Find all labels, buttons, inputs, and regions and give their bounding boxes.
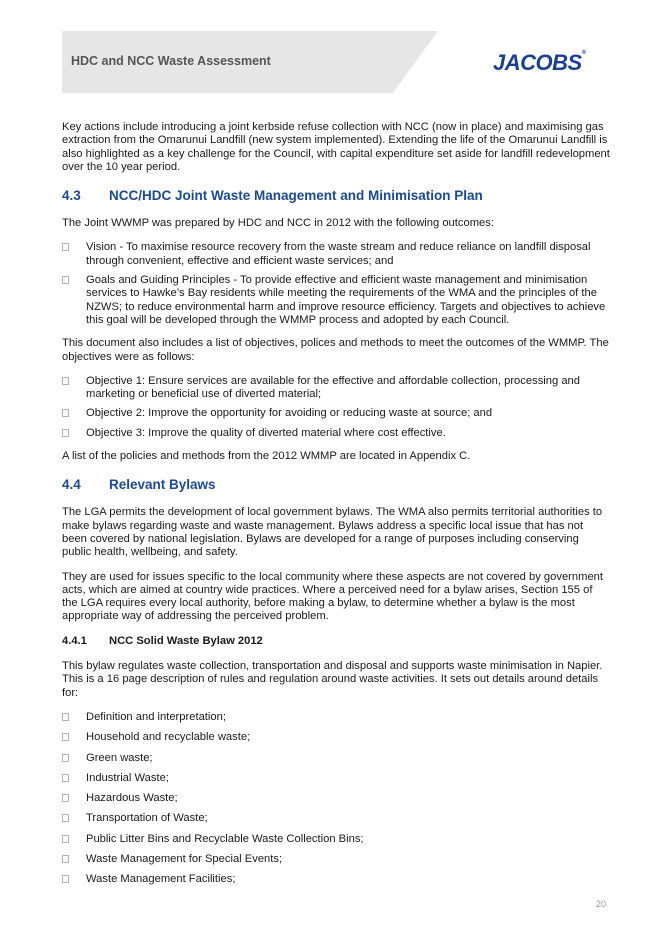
list-item: Industrial Waste; — [62, 772, 610, 785]
bylaws-paragraph-2: They are used for issues specific to the local community where these aspects are not covered by government acts, which are aimed at country wide practices. Where a perceived need for a bylaw arises, Section 155 of the LGA requires every local authority, before making a bylaw, to determine whether a bylaw is the most appropriate way of addressing the perceived problem. — [62, 570, 603, 623]
section-heading-4-4 — [62, 477, 610, 493]
outcomes-list — [62, 241, 610, 327]
list-item: Household and recyclable waste; — [62, 731, 610, 744]
bullet-box-icon — [62, 733, 69, 741]
bullet-box-icon — [62, 875, 69, 883]
list-item: Waste Management Facilities; — [62, 873, 610, 886]
jacobs-logo — [493, 50, 586, 76]
bullet-box-icon — [62, 276, 69, 284]
bullet-box-icon — [62, 754, 69, 762]
section-number: 4.3 — [62, 188, 81, 204]
section-heading-4-3 — [62, 188, 610, 204]
bylaw-items-list — [62, 711, 610, 887]
list-item: Objective 1: Ensure services are available for the effective and affordable collection, processing and marketing or beneficial use of diverted material; — [62, 375, 610, 402]
list-item: Public Litter Bins and Recyclable Waste Collection Bins; — [62, 833, 610, 846]
bylaws-paragraph-1: The LGA permits the development of local government bylaws. The WMA also permits territorial authorities to make bylaws regarding waste and waste management. Bylaws address a specific local issue that has not been covered by national legislation. Bylaws are developed for a range of purposes including conserving public health, wellbeing, and safety. — [62, 506, 603, 559]
bullet-box-icon — [62, 409, 69, 417]
bullet-box-icon — [62, 814, 69, 822]
page-content — [62, 121, 610, 897]
section-lead: The Joint WWMP was prepared by HDC and NCC in 2012 with the following outcomes: — [62, 217, 494, 230]
subsection-heading-4-4-1 — [62, 635, 610, 648]
list-item: Vision - To maximise resource recovery from the waste stream and reduce reliance on landfill disposal through convenient, effective and efficient waste services; and — [62, 241, 610, 268]
list-item: Green waste; — [62, 752, 610, 765]
list-item: Objective 2: Improve the opportunity for avoiding or reducing waste at source; and — [62, 407, 610, 420]
subsection-number: 4.4.1 — [62, 634, 87, 647]
bullet-box-icon — [62, 429, 69, 437]
list-item: Objective 3: Improve the quality of diverted material where cost effective. — [62, 427, 610, 440]
bullet-box-icon — [62, 713, 69, 721]
bylaw-paragraph: This bylaw regulates waste collection, transportation and disposal and supports waste minimisation in Napier. This is a 16 page description of rules and regulation around waste activities. It sets out details around details for: — [62, 660, 603, 699]
objectives-lead: This document also includes a list of objectives, polices and methods to meet the outcomes of the WMMP. The objectives were as follows: — [62, 337, 609, 363]
section-title: NCC/HDC Joint Waste Management and Minimisation Plan — [109, 188, 483, 204]
bullet-box-icon — [62, 835, 69, 843]
logo-mark: ® — [581, 50, 586, 56]
subsection-title: NCC Solid Waste Bylaw 2012 — [109, 634, 263, 647]
list-item: Hazardous Waste; — [62, 792, 610, 805]
list-item: Transportation of Waste; — [62, 812, 610, 825]
objectives-list — [62, 375, 610, 440]
page-number: 20 — [596, 899, 607, 909]
section-number: 4.4 — [62, 477, 81, 493]
intro-paragraph: Key actions include introducing a joint kerbside refuse collection with NCC (now in place) and maximising gas extraction from the Omarunui Landfill (new system implemented). Extending the life of the Omarunui Landfill is also highlighted as a key challenge for the Council, with capital expenditure set aside for landfill redevelopment over the 10 year period. — [62, 121, 610, 173]
list-item: Goals and Guiding Principles - To provide effective and efficient waste management and minimisation services to Hawke’s Bay residents while meeting the requirements of the WMA and the principles of the NZWS; to reduce environmental harm and improve resource efficiency. Targets and objectives to achieve this goal will be developed through the WMMP process and adopted by each Council. — [62, 274, 610, 327]
bullet-box-icon — [62, 794, 69, 802]
list-item: Definition and interpretation; — [62, 711, 610, 724]
bullet-box-icon — [62, 774, 69, 782]
list-item: Waste Management for Special Events; — [62, 853, 610, 866]
logo-text: JACOBS — [493, 50, 582, 75]
bullet-box-icon — [62, 243, 69, 251]
section-title: Relevant Bylaws — [109, 477, 216, 493]
bullet-box-icon — [62, 855, 69, 863]
document-title: HDC and NCC Waste Assessment — [71, 54, 271, 68]
closing-paragraph: A list of the policies and methods from the 2012 WMMP are located in Appendix C. — [62, 450, 471, 463]
bullet-box-icon — [62, 377, 69, 385]
